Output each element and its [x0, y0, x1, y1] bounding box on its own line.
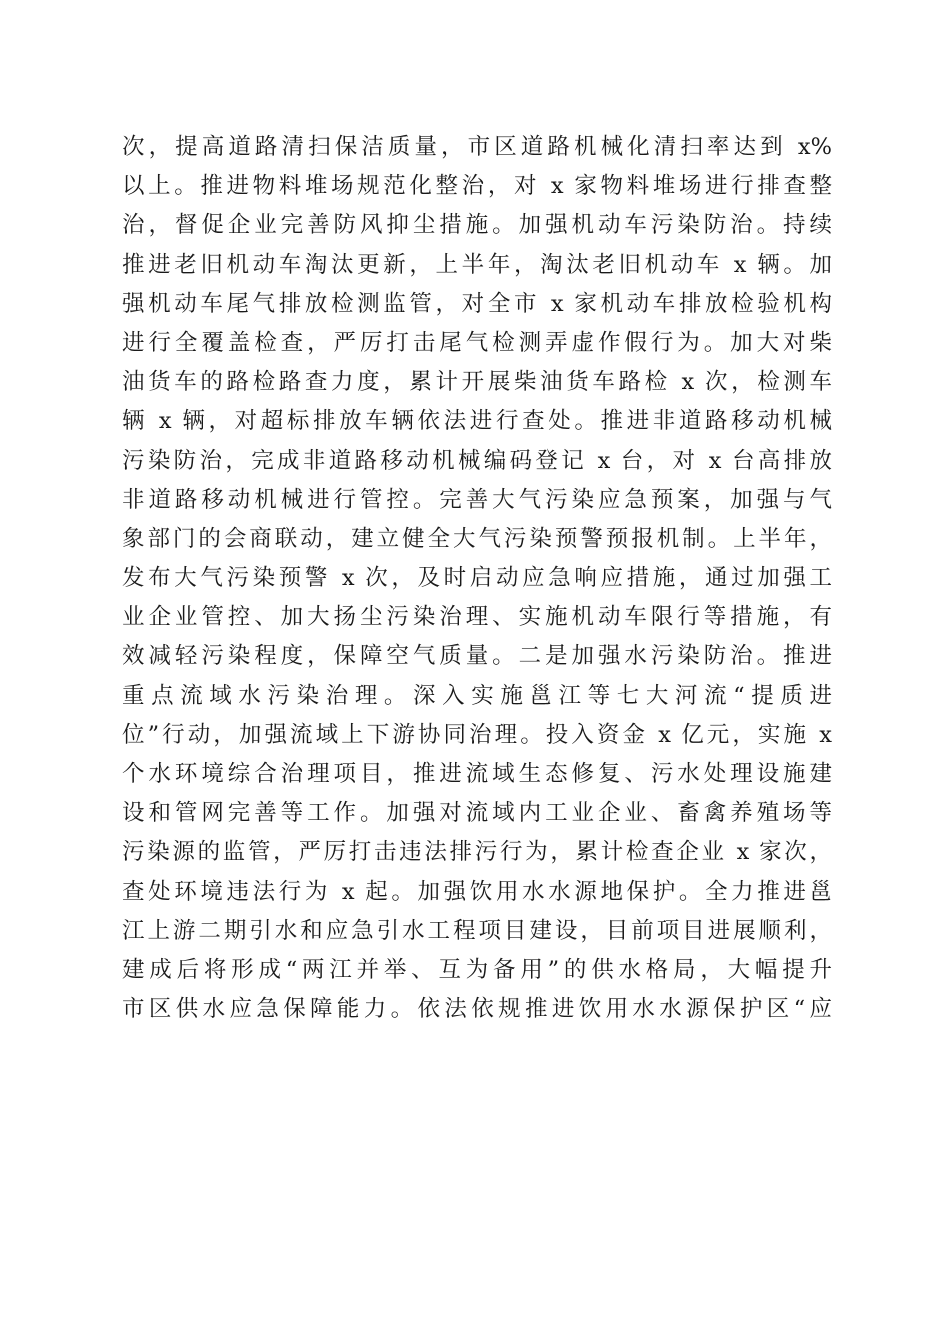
text-line: 辆 x 辆，对超标排放车辆依法进行查处。推进非道路移动机械 — [122, 408, 832, 435]
body-text — [122, 128, 832, 1029]
text-line: 污染防治，完成非道路移动机械编码登记 x 台，对 x 台高排放 — [122, 447, 832, 474]
text-line: 推进老旧机动车淘汰更新，上半年，淘汰老旧机动车 x 辆。加 — [122, 251, 832, 278]
text-line: 位”行动，加强流域上下游协同治理。投入资金 x 亿元，实施 x — [122, 721, 832, 748]
text-line: 次，提高道路清扫保洁质量，市区道路机械化清扫率达到 x% — [122, 134, 832, 160]
text-line: 强机动车尾气排放检测监管，对全市 x 家机动车排放检验机构 — [122, 290, 832, 317]
text-line: 设和管网完善等工作。加强对流域内工业企业、畜禽养殖场等 — [122, 800, 832, 827]
text-line: 进行全覆盖检查，严厉打击尾气检测弄虚作假行为。加大对柴 — [122, 329, 832, 356]
text-line: 非道路移动机械进行管控。完善大气污染应急预案，加强与气 — [122, 486, 832, 513]
text-line: 重点流域水污染治理。深入实施邕江等七大河流“提质进 — [122, 682, 832, 709]
text-line: 污染源的监管，严厉打击违法排污行为，累计检查企业 x 家次， — [122, 839, 832, 866]
text-line: 个水环境综合治理项目，推进流域生态修复、污水处理设施建 — [122, 761, 832, 787]
text-line: 江上游二期引水和应急引水工程项目建设，目前项目进展顺利， — [122, 917, 832, 944]
text-line: 象部门的会商联动，建立健全大气污染预警预报机制。上半年， — [122, 525, 832, 552]
text-line: 市区供水应急保障能力。依法依规推进饮用水水源保护区“应 — [122, 996, 832, 1023]
text-line: 效减轻污染程度，保障空气质量。二是加强水污染防治。推进 — [122, 643, 832, 670]
text-line: 建成后将形成“两江并举、互为备用”的供水格局，大幅提升 — [122, 956, 832, 983]
text-line: 以上。推进物料堆场规范化整治，对 x 家物料堆场进行排查整 — [122, 173, 832, 200]
text-line: 发布大气污染预警 x 次，及时启动应急响应措施，通过加强工 — [122, 565, 832, 592]
text-line: 业企业管控、加大扬尘污染治理、实施机动车限行等措施，有 — [122, 604, 832, 631]
text-line: 油货车的路检路查力度，累计开展柴油货车路检 x 次，检测车 — [122, 369, 832, 396]
text-line: 查处环境违法行为 x 起。加强饮用水水源地保护。全力推进邕 — [122, 878, 832, 905]
text-line: 治，督促企业完善防风抑尘措施。加强机动车污染防治。持续 — [122, 212, 832, 239]
